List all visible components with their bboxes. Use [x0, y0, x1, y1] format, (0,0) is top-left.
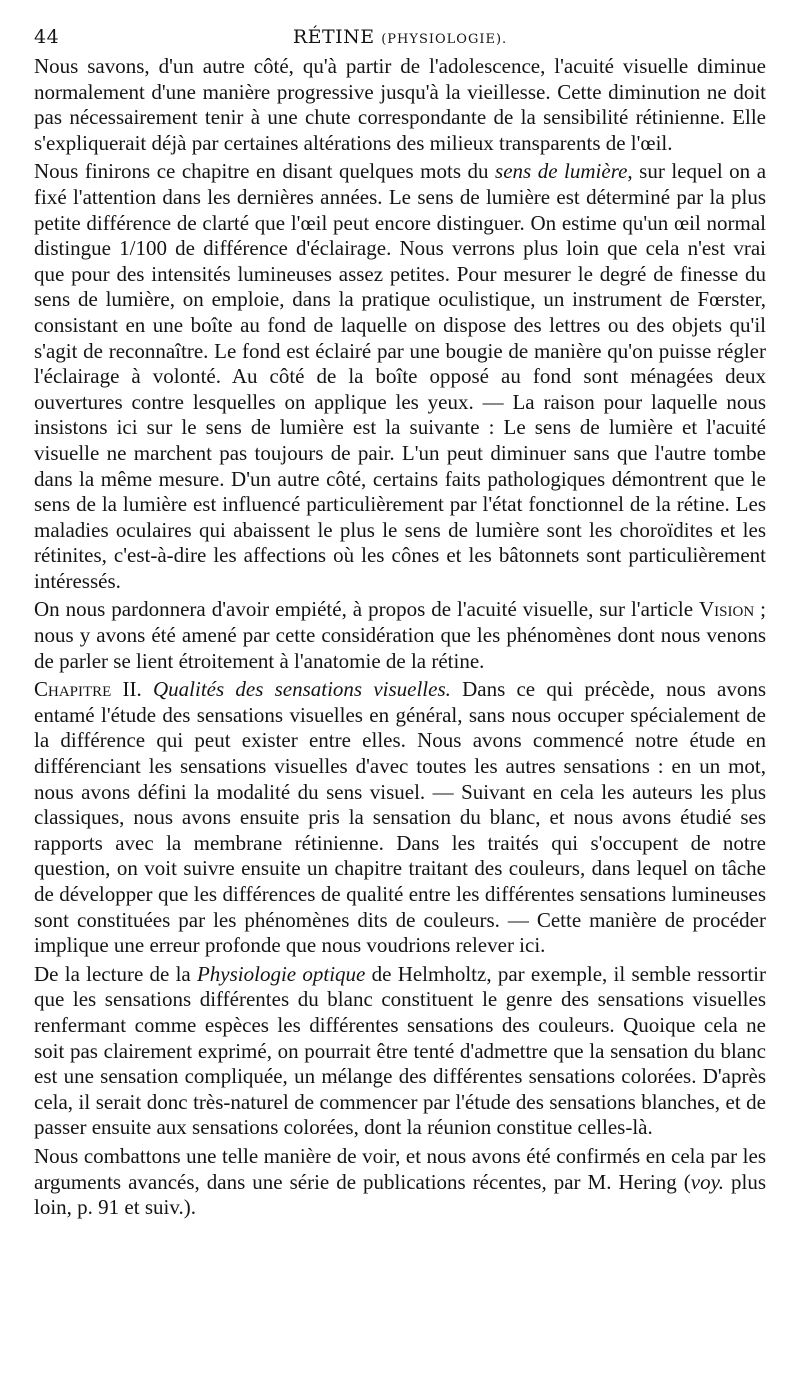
paragraph-1	[34, 54, 766, 156]
body-text	[34, 54, 766, 1221]
text-run: Nous finirons ce chapitre en disant quelques mots du	[34, 159, 496, 184]
italic-text: Qualités des sensations visuelles.	[153, 677, 451, 702]
paragraph-4	[34, 677, 766, 959]
small-caps-text: Vision	[699, 597, 755, 622]
text-run: Dans ce qui précède, nous avons entamé l'étude des sensations visuelles en général, sans nous occuper spécialement de la différence qui peut exister entre elles. Nous avons commencé notre étude en différenciant les sensations visuelles d'avec toutes les autres sensations : en un mot, nous avons défini la modalité du sens visuel. — Suivant en cela les auteurs les plus classiques, nous avons ensuite pris la sensation du blanc, et nous avons étudié ses rapports avec la membrane rétinienne. Dans les traités qui s'occupent de notre question, on voit suivre ensuite un chapitre traitant des couleurs, dans lequel on tâche de développer que les différences de qualité entre les différentes sensations lumineuses sont constituées par les phénomènes dits de couleurs. — Cette manière de procéder implique une erreur profonde que nous voudrions relever ici.	[34, 677, 766, 958]
text-run: ; nous y avons été amené par cette considération que les phénomènes dont nous venons de parler se lient étroitement à l'anatomie de la rétine.	[34, 597, 766, 673]
paragraph-5	[34, 962, 766, 1141]
text-run: Nous combattons une telle manière de voir, et nous avons été confirmés en cela par les arguments avancés, dans une série de publications récentes, par M. Hering (	[34, 1143, 766, 1194]
running-title: RÉTINE	[292, 26, 375, 48]
page-number: 44	[34, 26, 60, 48]
italic-text: Physiologie optique	[196, 961, 366, 986]
italic-text: voy.	[690, 1169, 724, 1194]
page-header	[34, 22, 766, 54]
text-run: II.	[111, 677, 154, 702]
running-head	[34, 26, 766, 48]
paragraph-2	[34, 159, 766, 594]
paragraph-3	[34, 597, 766, 674]
running-subtitle: (PHYSIOLOGIE).	[381, 32, 508, 47]
paragraph-6	[34, 1144, 766, 1221]
italic-text: sens de lumière	[495, 159, 628, 184]
text-run: plus loin, p. 91 et suiv.).	[34, 1169, 766, 1220]
text-run: De la lecture de la	[34, 961, 197, 986]
small-caps-text: Chapitre	[34, 677, 112, 702]
text-run: Nous savons, d'un autre côté, qu'à partir de l'adolescence, l'acuité visuelle diminue normalement d'une manière progressive jusqu'à la vieillesse. Cette diminution ne doit pas nécessairement tenir à une chute correspondante de la sensibilité rétinienne. Elle s'expliquerait déjà par certaines altérations des milieux transparents de l'œil.	[34, 54, 766, 155]
text-run: de Helmholtz, par exemple, il semble ressortir que les sensations différentes du blanc constituent le genre des sensations visuelles renfermant comme espèces les différentes sensations des couleurs. Quoique cela ne soit pas clairement exprimé, on pourrait être tenté d'admettre que la sensation du blanc est une sensation compliquée, un mélange des différentes sensations colorées. D'après cela, il serait donc très-naturel de commencer par l'étude des sensations blanches, et de passer ensuite aux sensations colorées, dont la réunion constitue celles-là.	[34, 961, 766, 1140]
text-run: , sur lequel on a fixé l'attention dans les dernières années. Le sens de lumière est déterminé par la plus petite différence de clarté que l'œil peut encore distinguer. On estime qu'un œil normal distingue 1/100 de différence d'éclairage. Nous verrons plus loin que cela n'est vrai que pour des intensités lumineuses assez petites. Pour mesurer le degré de finesse du sens de lumière, on emploie, dans la pratique oculistique, un instrument de Fœrster, consistant en une boîte au fond de laquelle on dispose des lettres ou des objets qu'il s'agit de reconnaître. Le fond est éclairé par une bougie de manière qu'on puisse régler l'éclairage à volonté. Au côté de la boîte opposé au fond sont ménagées deux ouvertures contre lesquelles on applique les yeux. — La raison pour laquelle nous insistons ici sur le sens de lumière est la suivante : Le sens de lumière et l'acuité visuelle ne marchent pas toujours de pair. L'un peut diminuer sans que l'autre tombe dans la même mesure. D'un autre côté, certains faits pathologiques démontrent que le sens de la lumière est influencé particulièrement par l'état fonctionnel de la rétine. Les maladies oculaires qui abaissent le plus le sens de lumière sont les choroïdites et les rétinites, c'est-à-dire les affections où les cônes et les bâtonnets sont particulièrement intéressés.	[34, 159, 767, 593]
text-run: On nous pardonnera d'avoir empiété, à propos de l'acuité visuelle, sur l'article	[34, 597, 699, 622]
